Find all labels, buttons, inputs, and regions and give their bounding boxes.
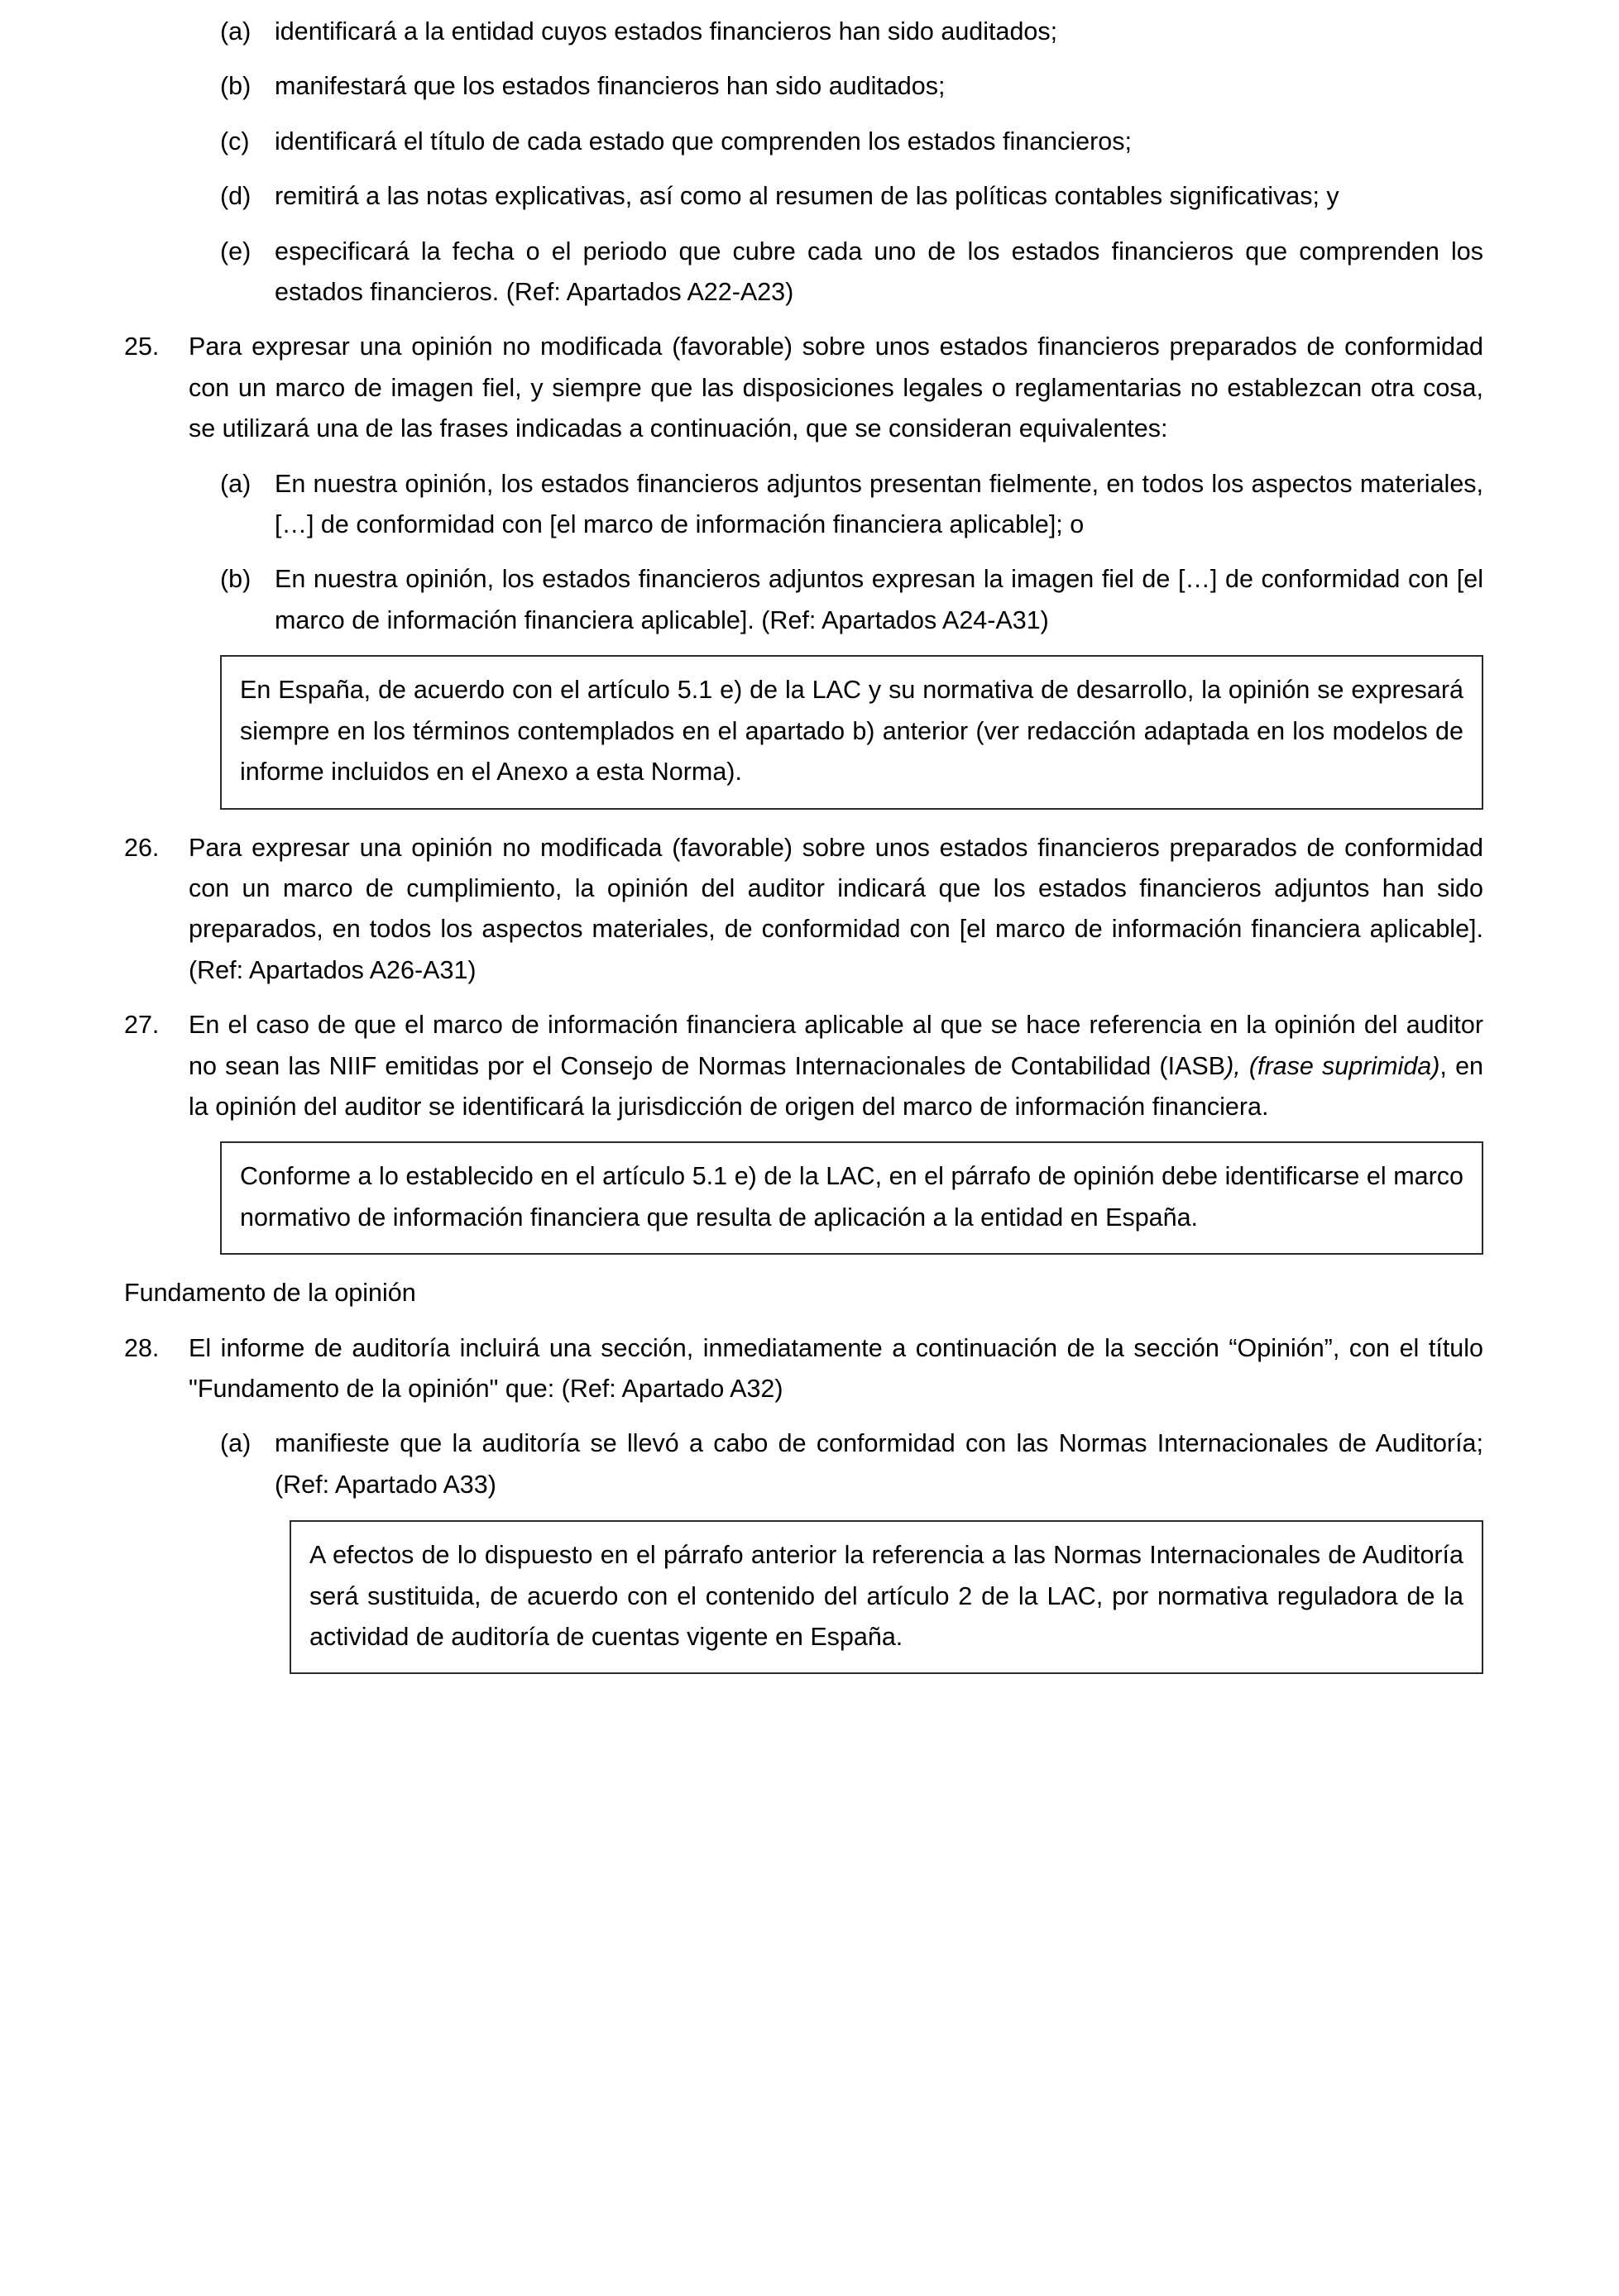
list-item-text: remitirá a las notas explicativas, así como al resumen de las políticas contables significativas; y	[275, 182, 1339, 211]
list-item-lettered	[124, 66, 1483, 107]
list-item-text: manifieste que la auditoría se llevó a cabo de conformidad con las Normas Internacionales de Auditoría; (Ref: Apartado A33)	[275, 1429, 1483, 1499]
list-item-marker: (d)	[220, 182, 251, 211]
callout-text: En España, de acuerdo con el artículo 5.1 e) de la LAC y su normativa de desarrollo, la opinión se expresará siempre en los términos contemplados en el apartado b) anterior (ver redacción adaptada en los modelos de informe incluidos en el Anexo a esta Norma).	[240, 676, 1463, 787]
list-item-text: Para expresar una opinión no modificada (favorable) sobre unos estados financieros preparados de conformidad con un marco de cumplimiento, la opinión del auditor indicará que los estados financieros adjuntos han sido preparados, en todos los aspectos materiales, de conformidad con [el marco de información financiera aplicable]. (Ref: Apartados A26-A31)	[189, 833, 1483, 984]
list-item-lettered	[124, 464, 1483, 546]
italic-annotation: ), (frase suprimida)	[1225, 1051, 1440, 1080]
list-item-marker: 26.	[124, 833, 160, 862]
list-item-lettered	[124, 12, 1483, 52]
list-item-lettered	[124, 559, 1483, 641]
list-item-lettered	[124, 1423, 1483, 1505]
list-item-marker: (c)	[220, 127, 250, 155]
list-item-numbered	[124, 1005, 1483, 1127]
list-item-text: En nuestra opinión, los estados financieros adjuntos presentan fielmente, en todos los aspectos materiales, […] de conformidad con [el marco de información financiera aplicable]; o	[275, 469, 1483, 539]
callout-text: A efectos de lo dispuesto en el párrafo anterior la referencia a las Normas Internacionales de Auditoría será sustituida, de acuerdo con el contenido del artículo 2 de la LAC, por normativa reguladora de la actividad de auditoría de cuentas vigente en España.	[309, 1541, 1463, 1651]
callout-box	[220, 655, 1483, 809]
list-item-marker: (a)	[220, 17, 251, 45]
list-item-lettered	[124, 176, 1483, 217]
section-heading-text: Fundamento de la opinión	[124, 1279, 416, 1308]
list-item-numbered	[124, 1328, 1483, 1410]
list-item-text: identificará a la entidad cuyos estados financieros han sido auditados;	[275, 17, 1058, 45]
list-item-text: especificará la fecha o el periodo que cubre cada uno de los estados financieros que comprenden los estados financieros. (Ref: Apartados A22-A23)	[275, 237, 1483, 307]
list-item-lettered	[124, 122, 1483, 162]
list-item-text: En el caso de que el marco de información financiera aplicable al que se hace referencia en la opinión del auditor no sean las NIIF emitidas por el Consejo de Normas Internacionales de Contabilidad (IASB), (frase suprimida), en la opinión del auditor se identificará la jurisdicción de origen del marco de información financiera.	[189, 1011, 1484, 1121]
list-item-marker: (b)	[220, 565, 251, 594]
list-item-marker: (a)	[220, 1429, 251, 1458]
document-body	[124, 12, 1483, 1674]
list-item-text: Para expresar una opinión no modificada (favorable) sobre unos estados financieros preparados de conformidad con un marco de imagen fiel, y siempre que las disposiciones legales o reglamentarias no establezcan otra cosa, se utilizará una de las frases indicadas a continuación, que se consideran equivalentes:	[189, 332, 1483, 443]
list-item-marker: (e)	[220, 237, 251, 265]
list-item-marker: 28.	[124, 1333, 160, 1362]
callout-text: Conforme a lo establecido en el artículo 5.1 e) de la LAC, en el párrafo de opinión debe identificarse el marco normativo de información financiera que resulta de aplicación a la entidad en España.	[240, 1162, 1463, 1232]
list-item-lettered	[124, 232, 1483, 313]
list-item-marker: 27.	[124, 1011, 160, 1040]
list-item-numbered	[124, 327, 1483, 449]
list-item-text: El informe de auditoría incluirá una sección, inmediatamente a continuación de la sección “Opinión”, con el título "Fundamento de la opinión" que: (Ref: Apartado A32)	[189, 1333, 1483, 1403]
callout-box	[290, 1520, 1483, 1674]
callout-box	[220, 1141, 1483, 1255]
list-item-marker: (a)	[220, 469, 251, 498]
list-item-marker: 25.	[124, 332, 160, 361]
list-item-text: manifestará que los estados financieros han sido auditados;	[275, 72, 946, 101]
list-item-text: identificará el título de cada estado que comprenden los estados financieros;	[275, 127, 1132, 155]
section-heading	[124, 1273, 1483, 1313]
list-item-marker: (b)	[220, 72, 251, 101]
list-item-text: En nuestra opinión, los estados financieros adjuntos expresan la imagen fiel de […] de conformidad con [el marco de información financiera aplicable]. (Ref: Apartados A24-A31)	[275, 565, 1483, 634]
list-item-numbered	[124, 828, 1483, 992]
